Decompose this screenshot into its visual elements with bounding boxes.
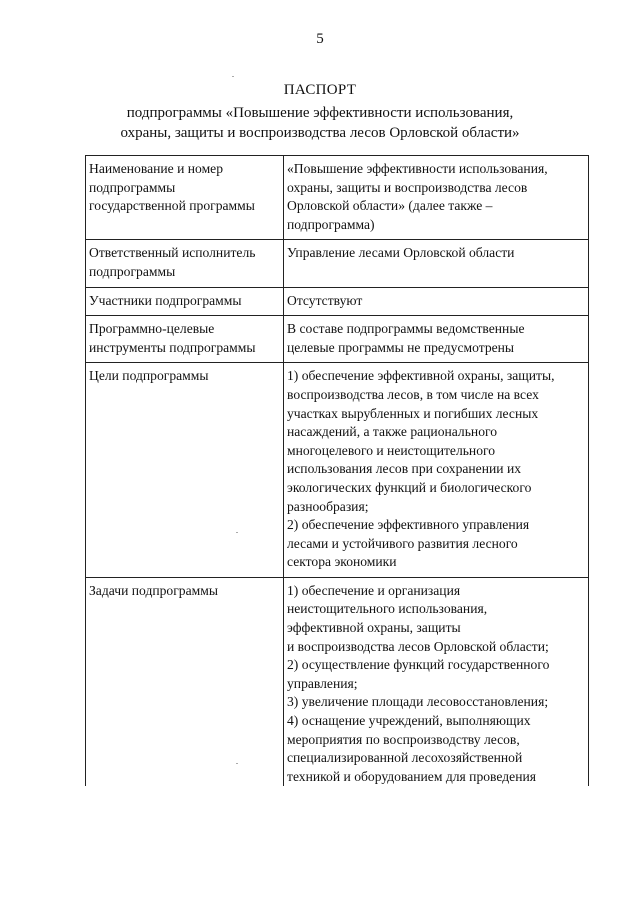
cell-text: насаждений, а также рационального xyxy=(287,424,498,440)
cell-text: многоцелевого и неистощительного xyxy=(287,442,496,458)
table-row xyxy=(86,287,589,316)
row-value-cell xyxy=(284,287,589,316)
row-label-cell xyxy=(86,156,284,240)
cell-text: инструменты подпрограммы xyxy=(89,339,256,355)
cell-text: Управление лесами Орловской области xyxy=(287,245,515,261)
table-row xyxy=(86,316,589,363)
cell-text: 4) оснащение учреждений, выполняющих xyxy=(287,713,531,729)
cell-text: Программно-целевые xyxy=(89,321,215,337)
cell-text: управления; xyxy=(287,675,358,691)
cell-text: специализированной лесохозяйственной xyxy=(287,750,523,766)
passport-title: ПАСПОРТ xyxy=(283,82,357,98)
passport-table xyxy=(85,155,589,786)
cell-text: «Повышение эффективности использования, xyxy=(287,161,548,176)
cell-text: 1) обеспечение и организация xyxy=(287,582,461,598)
cell-text: лесами и устойчивого развития лесного xyxy=(287,535,518,551)
cell-text: участках вырубленных и погибших лесных xyxy=(287,405,539,421)
cell-text: подпрограммы xyxy=(89,263,176,279)
cell-text: Ответственный исполнитель xyxy=(89,245,256,261)
cell-text: подпрограммы xyxy=(89,179,176,195)
page-number: 5 xyxy=(316,31,324,47)
cell-text: мероприятия по воспроизводству лесов, xyxy=(287,731,520,747)
row-value-cell xyxy=(284,240,589,287)
cell-text: техникой и оборудованием для проведения xyxy=(287,768,537,784)
page-bottom-margin xyxy=(80,826,595,905)
cell-text: 2) обеспечение эффективного управления xyxy=(287,517,530,533)
cell-text: воспроизводства лесов, в том числе на всех xyxy=(287,386,539,402)
cell-text: разнообразия; xyxy=(287,498,369,514)
row-value-cell xyxy=(284,316,589,363)
row-label-cell xyxy=(86,240,284,287)
cell-text: Орловской области» (далее также – xyxy=(287,198,493,214)
scan-speck xyxy=(232,76,234,77)
document-heading xyxy=(0,80,640,143)
subtitle-line-1: подпрограммы «Повышение эффективности использования, xyxy=(126,105,514,121)
cell-text: охраны, защиты и воспроизводства лесов xyxy=(287,179,528,195)
table-row xyxy=(86,363,589,578)
cell-text: целевые программы не предусмотрены xyxy=(287,339,515,355)
cell-text: неистощительного использования, xyxy=(287,601,488,617)
cell-text: 2) осуществление функций государственного xyxy=(287,657,550,673)
cell-text: Отсутствуют xyxy=(287,292,363,308)
scan-speck xyxy=(236,763,238,764)
row-value-cell xyxy=(284,363,589,578)
cell-text: 1) обеспечение эффективной охраны, защиты, xyxy=(287,368,555,384)
cell-text: Участники подпрограммы xyxy=(89,292,242,308)
row-label-cell xyxy=(86,577,284,786)
row-value-cell xyxy=(284,577,589,786)
table-row xyxy=(86,577,589,786)
cell-text: экологических функций и биологического xyxy=(287,479,532,495)
table-row xyxy=(86,240,589,287)
scan-speck xyxy=(236,532,238,533)
cell-text: 3) увеличение площади лесовосстановления; xyxy=(287,694,549,710)
cell-text: Задачи подпрограммы xyxy=(89,582,218,598)
subtitle-line-2: охраны, защиты и воспроизводства лесов Орловской области» xyxy=(120,125,520,141)
cell-text: Наименование и номер xyxy=(89,161,224,176)
cell-text: эффективной охраны, защиты xyxy=(287,620,461,636)
row-label-cell xyxy=(86,316,284,363)
row-label-cell xyxy=(86,287,284,316)
cell-text: Цели подпрограммы xyxy=(89,368,209,384)
row-value-cell xyxy=(284,156,589,240)
cell-text: В составе подпрограммы ведомственные xyxy=(287,321,525,337)
table-row xyxy=(86,156,589,240)
row-label-cell xyxy=(86,363,284,578)
cell-text: сектора экономики xyxy=(287,554,397,570)
cell-text: и воспроизводства лесов Орловской области; xyxy=(287,638,549,654)
cell-text: подпрограмма) xyxy=(287,216,375,232)
cell-text: использования лесов при сохранении их xyxy=(287,461,522,477)
cell-text: государственной программы xyxy=(89,198,255,214)
